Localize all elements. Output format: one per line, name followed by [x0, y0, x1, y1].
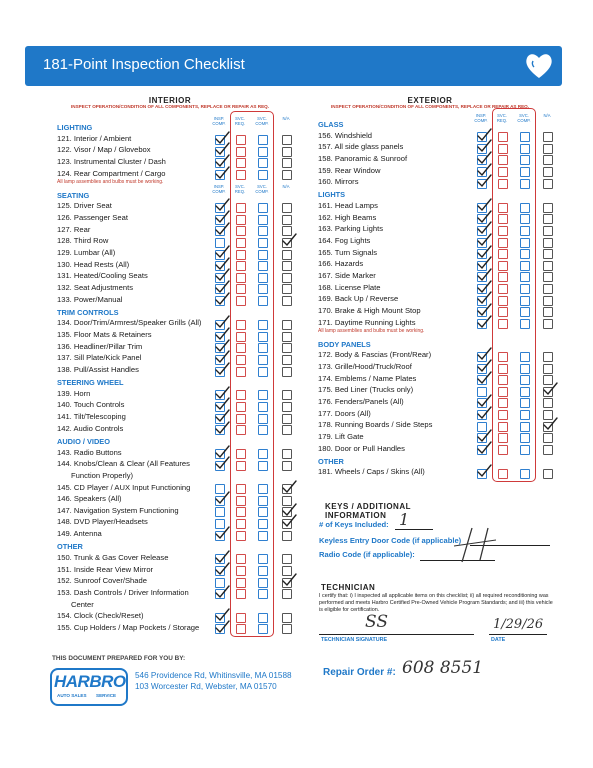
exterior-item: 157. All side glass panels	[318, 142, 404, 152]
exterior-item: 163. Parking Lights	[318, 224, 384, 234]
exterior-col-header: N/A	[543, 113, 551, 118]
address-1: 546 Providence Rd, Whitinsville, MA 01588	[135, 671, 292, 680]
interior-section-4: AUDIO / VIDEO	[57, 436, 110, 446]
interior-checkbox[interactable]	[282, 250, 292, 260]
exterior-checkbox[interactable]	[543, 261, 553, 271]
exterior-item: 161. Head Lamps	[318, 201, 378, 211]
interior-section-0: LIGHTING	[57, 123, 93, 132]
repair-order-label: Repair Order #:	[323, 667, 396, 678]
interior-item: 138. Pull/Assist Handles	[57, 365, 139, 374]
interior-item: 122. Visor / Map / Glovebox	[57, 145, 151, 155]
interior-col-header: SVC. COMP.	[255, 183, 269, 194]
interior-item: 124. Rear Compartment / Cargo	[57, 168, 166, 178]
interior-subheading: INSPECT OPERATION/CONDITION OF ALL COMPONENTS, REPLACE OR REPAIR AS REQ.	[71, 104, 269, 109]
exterior-checkbox[interactable]	[543, 272, 553, 282]
interior-checkbox[interactable]	[282, 158, 292, 168]
interior-service-column-outline	[230, 111, 274, 637]
interior-item: 154. Clock (Check/Reset)	[57, 611, 144, 621]
repair-order-value: 608 8551	[402, 658, 484, 678]
date-value: 1/29/26	[493, 617, 544, 632]
exterior-heading: EXTERIOR	[407, 96, 453, 105]
interior-col-header: SVC. REQ.	[234, 183, 246, 194]
exterior-checkbox[interactable]	[543, 238, 553, 248]
exterior-item: 165. Turn Signals	[318, 247, 378, 257]
num-keys-value: 1	[399, 510, 410, 529]
exterior-item: 174. Emblems / Name Plates	[318, 373, 417, 383]
interior-item: 139. Horn	[57, 388, 91, 398]
strike-mark-icon	[450, 526, 500, 566]
interior-item: 143. Radio Buttons	[57, 447, 122, 457]
interior-item: 132. Seat Adjustments	[57, 282, 133, 292]
checkmark-icon	[281, 233, 297, 247]
certify-text: I certify that: i) I inspected all applicable items on this checklist; ii) all required reconditioning was performed and meets Harbro Certified Pre-Owned Vehicle Program Standards; and iii) this vehicle is eligible for certification.	[319, 593, 553, 613]
interior-item: 151. Inside Rear View Mirror	[57, 564, 154, 574]
checkmark-icon	[214, 222, 230, 236]
interior-item-cont: Center	[71, 599, 94, 609]
interior-item: 144. Knobs/Clean & Clear (All Features	[57, 459, 190, 469]
exterior-checkbox[interactable]	[543, 203, 553, 213]
prepared-by-label: THIS DOCUMENT PREPARED FOR YOU BY:	[52, 655, 186, 662]
exterior-checkbox[interactable]	[543, 398, 553, 408]
interior-checkbox[interactable]	[282, 402, 292, 412]
interior-checkbox[interactable]	[282, 589, 292, 599]
keys-heading: KEYS / ADDITIONAL INFORMATION	[325, 502, 411, 520]
exterior-item: 181. Wheels / Caps / Skins (All)	[318, 467, 425, 477]
interior-item: 148. DVD Player/Headsets	[57, 517, 148, 527]
interior-checkbox[interactable]	[282, 203, 292, 213]
logo-sub-left: AUTO SALES	[57, 693, 87, 698]
exterior-checkbox[interactable]	[543, 132, 553, 142]
signature-line	[319, 634, 474, 635]
exterior-item: 177. Doors (All)	[318, 408, 371, 418]
interior-item: 128. Third Row	[57, 236, 109, 246]
checkmark-icon	[214, 562, 230, 576]
exterior-section-note: All lamp assemblies and bulbs must be working.	[318, 328, 425, 335]
interior-checkbox[interactable]	[282, 554, 292, 564]
exterior-col-header: SVC. COMP.	[517, 113, 531, 123]
num-keys-line	[395, 529, 433, 530]
interior-item: 136. Headliner/Pillar Trim	[57, 341, 143, 351]
exterior-item: 166. Hazards	[318, 259, 364, 269]
signature-label: TECHNICIAN SIGNATURE	[321, 637, 388, 643]
interior-checkbox[interactable]	[282, 414, 292, 424]
keyless-label: Keyless Entry Door Code (if applicable)	[319, 536, 462, 545]
checkmark-icon	[476, 406, 492, 420]
title-banner	[25, 46, 562, 86]
interior-col-header: INSP. COMP.	[212, 183, 226, 194]
interior-item: 131. Heated/Cooling Seats	[57, 271, 148, 281]
interior-section-5: OTHER	[57, 542, 83, 552]
exterior-section-2: BODY PANELS	[318, 339, 371, 349]
exterior-checkbox[interactable]	[543, 352, 553, 362]
interior-checkbox[interactable]	[282, 367, 292, 377]
interior-item: 147. Navigation System Functioning	[57, 505, 179, 515]
interior-item: 123. Instrumental Cluster / Dash	[57, 156, 166, 166]
interior-section-note: All lamp assemblies and bulbs must be working.	[57, 179, 164, 186]
interior-item: 130. Head Rests (All)	[57, 259, 130, 269]
checkmark-icon	[214, 421, 230, 435]
interior-section-2: TRIM CONTROLS	[57, 307, 119, 317]
interior-checkbox[interactable]	[282, 284, 292, 294]
interior-checkbox[interactable]	[282, 425, 292, 435]
interior-item: 142. Audio Controls	[57, 423, 124, 433]
exterior-item: 175. Bed Liner (Trucks only)	[318, 385, 414, 395]
checkmark-icon	[476, 464, 492, 478]
interior-checkbox[interactable]	[282, 390, 292, 400]
checkmark-icon	[476, 441, 492, 455]
interior-checkbox[interactable]	[282, 215, 292, 225]
checkmark-icon	[214, 585, 230, 599]
exterior-item: 180. Door or Pull Handles	[318, 443, 405, 453]
checkmark-icon	[281, 514, 297, 528]
exterior-item: 164. Fog Lights	[318, 236, 371, 245]
exterior-service-column-outline	[492, 108, 536, 482]
checkmark-icon	[281, 480, 297, 494]
interior-item: 121. Interior / Ambient	[57, 133, 132, 143]
exterior-checkbox[interactable]	[543, 179, 553, 189]
exterior-item: 158. Panoramic & Sunroof	[318, 153, 408, 163]
exterior-item: 172. Body & Fascias (Front/Rear)	[318, 350, 432, 360]
date-label: DATE	[491, 637, 506, 643]
interior-item: 137. Sill Plate/Kick Panel	[57, 353, 142, 363]
exterior-col-header: SVC. REQ.	[496, 113, 508, 123]
exterior-col-header: INSP. COMP.	[474, 113, 488, 123]
interior-checkbox[interactable]	[282, 273, 292, 283]
exterior-checkbox[interactable]	[543, 445, 553, 455]
checkmark-icon	[214, 166, 230, 180]
checkmark-icon	[542, 417, 558, 431]
exterior-item: 178. Running Boards / Side Steps	[318, 420, 433, 430]
interior-item-cont: Function Properly)	[71, 470, 134, 480]
exterior-checkbox[interactable]	[543, 433, 553, 443]
exterior-item: 170. Brake & High Mount Stop	[318, 305, 421, 315]
exterior-checkbox[interactable]	[543, 307, 553, 317]
interior-col-header: SVC. COMP.	[255, 116, 269, 126]
exterior-checkbox[interactable]	[543, 249, 553, 259]
exterior-item: 168. License Plate	[318, 282, 381, 292]
exterior-checkbox[interactable]	[543, 155, 553, 165]
exterior-item: 179. Lift Gate	[318, 431, 364, 441]
checkmark-icon	[214, 620, 230, 634]
checkmark-icon	[214, 456, 230, 470]
interior-col-header: SVC. REQ.	[234, 116, 246, 126]
exterior-checkbox[interactable]	[543, 167, 553, 177]
page-title: 181-Point Inspection Checklist	[43, 56, 245, 73]
interior-checkbox[interactable]	[282, 343, 292, 353]
interior-col-header: N/A	[282, 183, 290, 189]
exterior-item: 162. High Beams	[318, 212, 377, 222]
interior-heading: INTERIOR	[148, 96, 192, 105]
exterior-checkbox[interactable]	[543, 469, 553, 479]
interior-item: 146. Speakers (All)	[57, 494, 122, 504]
checkmark-icon	[476, 174, 492, 188]
exterior-item: 156. Windshield	[318, 130, 373, 140]
logo-text: HARBRO	[54, 672, 126, 691]
interior-item: 134. Door/Trim/Armrest/Speaker Grills (All)	[57, 318, 202, 328]
radio-label: Radio Code (if applicable):	[319, 550, 415, 559]
interior-checkbox[interactable]	[282, 170, 292, 180]
interior-checkbox[interactable]	[282, 261, 292, 271]
interior-item: 135. Floor Mats & Retainers	[57, 330, 152, 340]
exterior-section-3: OTHER	[318, 456, 344, 466]
interior-checkbox[interactable]	[282, 296, 292, 306]
exterior-item: 159. Rear Window	[318, 165, 381, 175]
exterior-item: 173. Grille/Hood/Truck/Roof	[318, 362, 412, 371]
exterior-checkbox[interactable]	[543, 144, 553, 154]
interior-checkbox[interactable]	[282, 531, 292, 541]
exterior-checkbox[interactable]	[543, 364, 553, 374]
checkmark-icon	[542, 382, 558, 396]
checkmark-icon	[281, 573, 297, 587]
interior-item: 126. Passenger Seat	[57, 213, 128, 223]
checkmark-icon	[214, 526, 230, 540]
interior-item: 152. Sunroof Cover/Shade	[57, 576, 147, 586]
exterior-item: 160. Mirrors	[318, 177, 359, 187]
exterior-item: 167. Side Marker	[318, 270, 376, 280]
interior-item: 145. CD Player / AUX Input Functioning	[57, 482, 191, 492]
exterior-section-0: GLASS	[318, 120, 344, 129]
exterior-checkbox[interactable]	[543, 226, 553, 236]
interior-checkbox[interactable]	[282, 355, 292, 365]
interior-item: 133. Power/Manual	[57, 294, 123, 304]
checkmark-icon	[214, 491, 230, 505]
interior-checkbox[interactable]	[282, 461, 292, 471]
interior-section-3: STEERING WHEEL	[57, 378, 124, 388]
interior-item: 155. Cup Holders / Map Pockets / Storage	[57, 622, 200, 632]
interior-item: 149. Antenna	[57, 529, 102, 539]
interior-col-header: N/A	[282, 116, 290, 121]
checkmark-icon	[214, 362, 230, 376]
exterior-item: 171. Daytime Running Lights	[318, 317, 416, 327]
interior-item: 125. Driver Seat	[57, 201, 112, 211]
checkmark-icon	[476, 371, 492, 385]
interior-checkbox[interactable]	[282, 332, 292, 342]
exterior-checkbox[interactable]	[543, 214, 553, 224]
interior-item: 127. Rear	[57, 224, 91, 234]
exterior-section-1: LIGHTS	[318, 190, 346, 200]
interior-item: 140. Touch Controls	[57, 400, 125, 410]
date-line	[489, 634, 547, 635]
checkmark-icon	[476, 315, 492, 329]
interior-checkbox[interactable]	[282, 135, 292, 145]
interior-checkbox[interactable]	[215, 507, 225, 517]
interior-col-header: INSP. COMP.	[212, 116, 226, 126]
exterior-checkbox[interactable]	[543, 319, 553, 329]
interior-item: 150. Trunk & Gas Cover Release	[57, 552, 169, 562]
interior-checkbox[interactable]	[282, 624, 292, 634]
interior-checkbox[interactable]	[282, 449, 292, 459]
heart-icon	[522, 49, 556, 83]
interior-checkbox[interactable]	[282, 320, 292, 330]
interior-checkbox[interactable]	[282, 613, 292, 623]
logo-sub-right: SERVICE	[96, 693, 117, 698]
exterior-item: 176. Fenders/Panels (All)	[318, 396, 404, 406]
interior-item: 141. Tilt/Telescoping	[57, 412, 126, 422]
interior-section-1: SEATING	[57, 190, 90, 200]
technician-heading: TECHNICIAN	[321, 583, 376, 592]
signature-value: SS	[365, 612, 388, 632]
exterior-checkbox[interactable]	[543, 296, 553, 306]
exterior-checkbox[interactable]	[543, 284, 553, 294]
exterior-subheading: INSPECT OPERATION/CONDITION OF ALL COMPONENTS, REPLACE OR REPAIR AS REQ.	[331, 104, 529, 109]
exterior-item: 169. Back Up / Reverse	[318, 294, 399, 304]
checkmark-icon	[214, 292, 230, 306]
interior-item: 129. Lumbar (All)	[57, 248, 116, 257]
interior-checkbox[interactable]	[282, 147, 292, 157]
num-keys-label: # of Keys Included:	[319, 520, 389, 529]
address-2: 103 Worcester Rd, Webster, MA 01570	[135, 682, 277, 691]
interior-item: 153. Dash Controls / Driver Information	[57, 587, 189, 597]
